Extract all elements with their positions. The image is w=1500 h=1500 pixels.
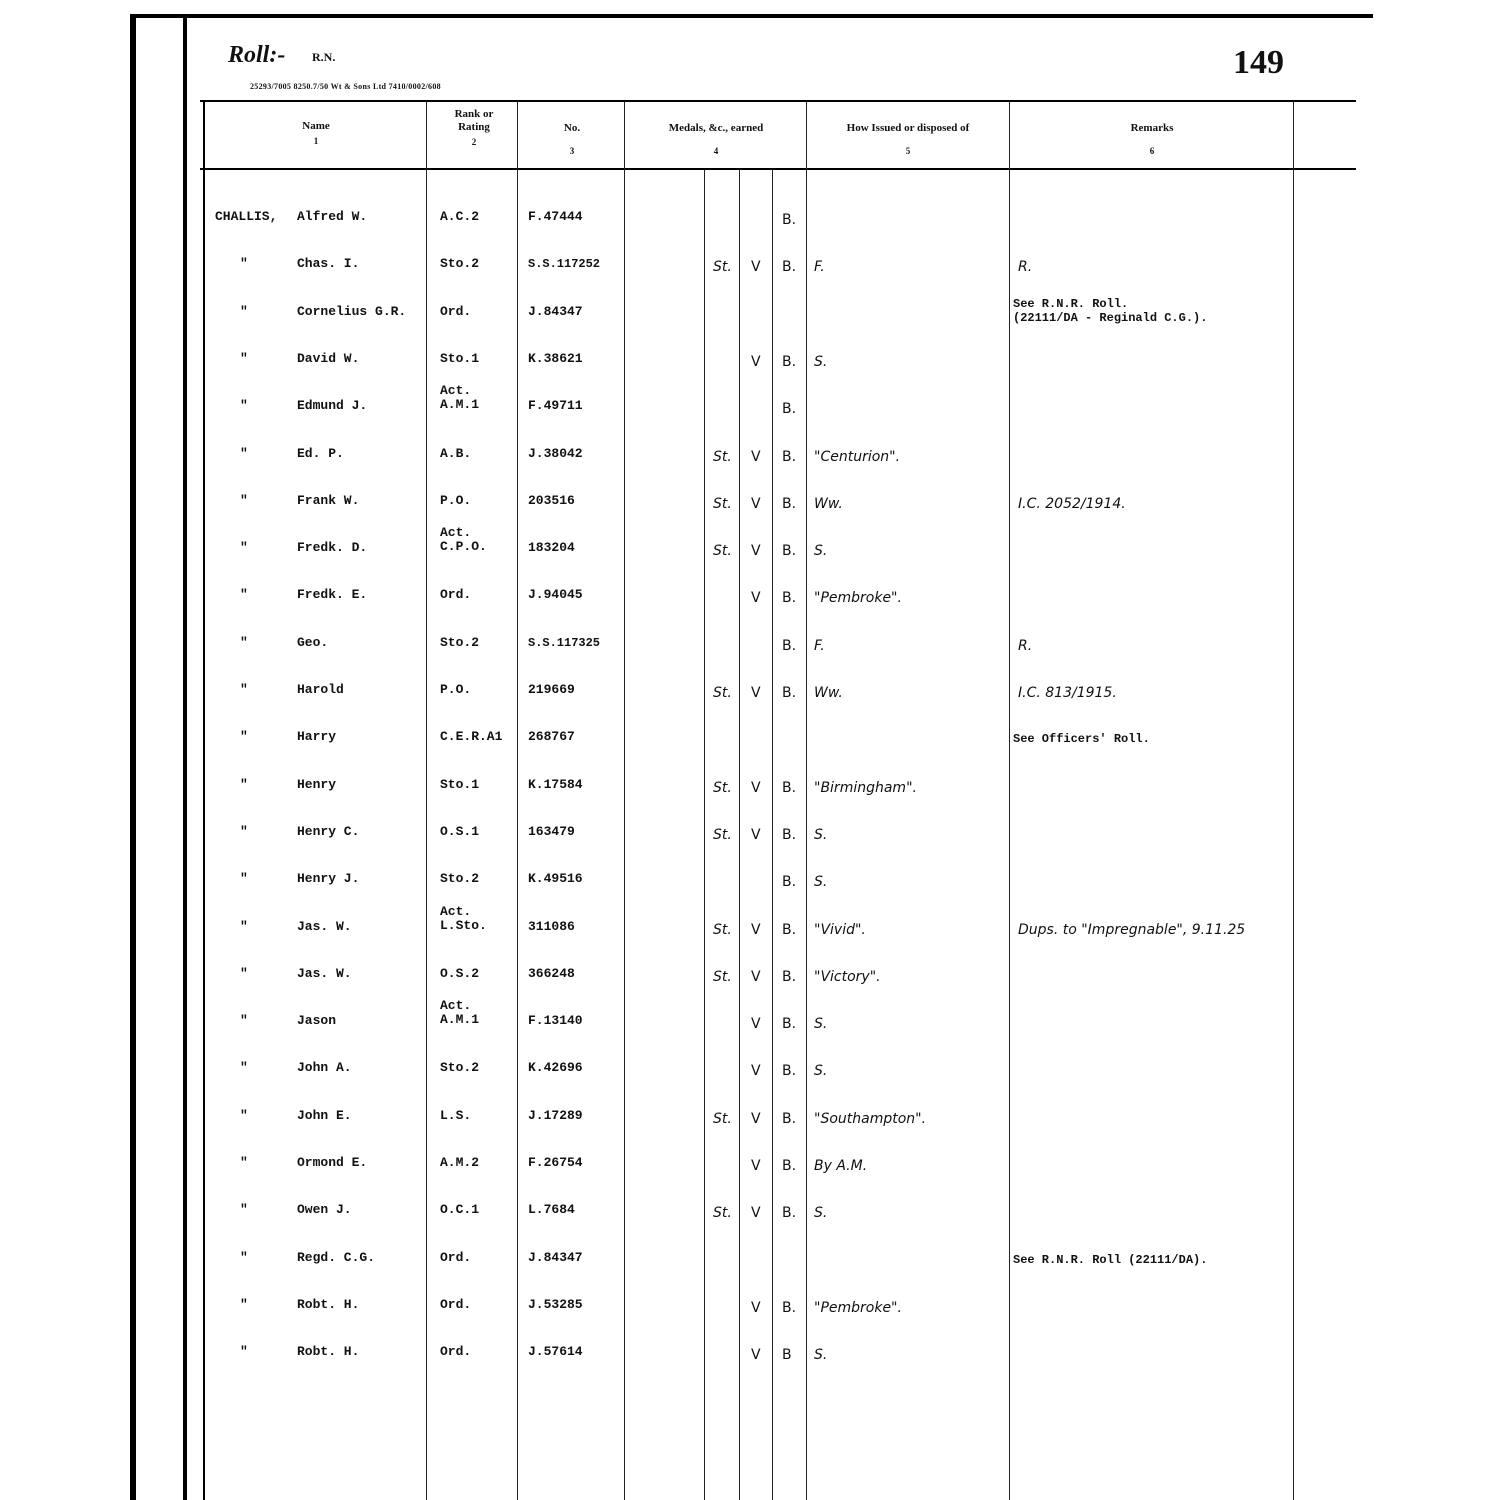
- column-header-number-number: 3: [569, 146, 575, 156]
- entry-rank: P.O.: [440, 493, 472, 508]
- entry-rank: O.C.1: [440, 1202, 480, 1217]
- entry-service-number: 163479: [528, 824, 575, 839]
- entry-remarks: See Officers' Roll.: [1013, 732, 1150, 746]
- medal-victory: V: [751, 827, 761, 843]
- entry-service-number: S.S.117325: [528, 636, 601, 650]
- entry-rank: Act. A.M.1: [440, 998, 480, 1027]
- entry-service-number: K.38621: [528, 351, 583, 366]
- entry-service-number: K.49516: [528, 871, 583, 886]
- entry-given-names: Edmund J.: [297, 398, 368, 413]
- entry-given-names: Henry: [297, 777, 337, 792]
- medal-victory: V: [751, 259, 761, 275]
- column-header-remarks: [1012, 122, 1292, 158]
- medal-victory: V: [751, 590, 761, 606]
- entry-surname: ": [240, 304, 248, 319]
- medal-star: St.: [713, 780, 732, 796]
- column-header-name-number: 1: [313, 136, 319, 146]
- entry-how-issued: "Pembroke".: [814, 1300, 902, 1316]
- medal-british: B.: [782, 401, 797, 417]
- medal-british: B.: [782, 685, 797, 701]
- column-header-medals-title: Medals, &c., earned: [668, 122, 764, 134]
- roll-label: Roll:-: [228, 42, 286, 68]
- medal-british: B.: [782, 543, 797, 559]
- column-header-remarks-title: Remarks: [1130, 122, 1174, 134]
- entry-given-names: David W.: [297, 351, 360, 366]
- entry-how-issued: S.: [814, 354, 828, 370]
- entry-surname: ": [240, 493, 248, 508]
- entry-service-number: 311086: [528, 919, 575, 934]
- entry-how-issued: S.: [814, 874, 828, 890]
- medal-british: B.: [782, 780, 797, 796]
- entry-given-names: Harold: [297, 682, 344, 697]
- medal-star: St.: [713, 259, 732, 275]
- entry-rank: L.S.: [440, 1108, 472, 1123]
- roll-value: R.N.: [312, 50, 336, 64]
- entry-rank: Ord.: [440, 304, 472, 319]
- medal-victory: V: [751, 543, 761, 559]
- entry-how-issued: "Victory".: [814, 969, 881, 985]
- column-rule-name: [426, 102, 427, 1500]
- entry-rank: Sto.2: [440, 871, 480, 886]
- entry-how-issued: "Centurion".: [814, 449, 901, 465]
- medal-british: B.: [782, 1300, 797, 1316]
- column-rule-number: [624, 102, 625, 1500]
- entry-rank: A.B.: [440, 446, 472, 461]
- entry-rank: Sto.2: [440, 635, 480, 650]
- entry-how-issued: Ww.: [814, 685, 843, 701]
- entry-service-number: J.38042: [528, 446, 583, 461]
- entry-surname: ": [240, 824, 248, 839]
- medal-british: B.: [782, 638, 797, 654]
- entry-surname: ": [240, 540, 248, 555]
- medal-british: B.: [782, 922, 797, 938]
- medal-british: B.: [782, 449, 797, 465]
- entry-surname: ": [240, 966, 248, 981]
- medal-british: B.: [782, 1063, 797, 1079]
- entry-given-names: Alfred W.: [297, 209, 368, 224]
- header-bottom-rule: [200, 168, 1356, 170]
- entry-rank: Sto.2: [440, 256, 480, 271]
- medal-british: B.: [782, 259, 797, 275]
- entry-surname: ": [240, 682, 248, 697]
- entry-given-names: John A.: [297, 1060, 352, 1075]
- entry-rank: Sto.1: [440, 777, 480, 792]
- medal-star: St.: [713, 827, 732, 843]
- medal-victory: V: [751, 449, 761, 465]
- column-header-name-title: Name: [302, 120, 330, 132]
- column-rule-left: [203, 102, 205, 1500]
- entry-surname: ": [240, 587, 248, 602]
- medal-star: St.: [713, 1111, 732, 1127]
- entry-given-names: Cornelius G.R.: [297, 304, 407, 319]
- entry-rank: Ord.: [440, 1297, 472, 1312]
- column-header-issued: [808, 122, 1008, 158]
- entry-rank: Ord.: [440, 1344, 472, 1359]
- entry-surname: ": [240, 1155, 248, 1170]
- entry-how-issued: S.: [814, 543, 828, 559]
- entry-given-names: Geo.: [297, 635, 329, 650]
- column-header-medals-number: 4: [713, 146, 719, 156]
- entry-service-number: L.7684: [528, 1202, 575, 1217]
- entry-service-number: K.42696: [528, 1060, 583, 1075]
- entry-surname: ": [240, 1060, 248, 1075]
- entry-given-names: Henry C.: [297, 824, 360, 839]
- medal-british: B.: [782, 1205, 797, 1221]
- entry-remarks: I.C. 2052/1914.: [1018, 496, 1126, 512]
- column-header-number-title: No.: [563, 122, 581, 134]
- medal-star: St.: [713, 449, 732, 465]
- column-header-rank: [430, 108, 518, 149]
- entry-given-names: Jas. W.: [297, 966, 352, 981]
- entry-rank: O.S.2: [440, 966, 480, 981]
- medal-british: B.: [782, 969, 797, 985]
- roll-page: [130, 14, 1373, 1500]
- medal-victory: V: [751, 1347, 761, 1363]
- entry-given-names: Henry J.: [297, 871, 360, 886]
- entry-surname: ": [240, 635, 248, 650]
- entry-surname: ": [240, 1108, 248, 1123]
- entry-remarks: I.C. 813/1915.: [1018, 685, 1117, 701]
- entry-surname: ": [240, 777, 248, 792]
- entry-rank: Sto.2: [440, 1060, 480, 1075]
- medal-subrule-1: [704, 170, 705, 1500]
- column-header-issued-title: How Issued or disposed of: [846, 122, 970, 134]
- entry-rank: Act. L.Sto.: [440, 904, 487, 933]
- entry-rank: A.C.2: [440, 209, 480, 224]
- entry-remarks: R.: [1018, 638, 1033, 654]
- entry-remarks: See R.N.R. Roll. (22111/DA - Reginald C.G.).: [1013, 297, 1208, 325]
- entry-how-issued: "Southampton".: [814, 1111, 927, 1127]
- entry-rank: O.S.1: [440, 824, 480, 839]
- entry-rank: C.E.R.A1: [440, 729, 503, 744]
- column-header-medals: [626, 122, 806, 158]
- medal-victory: V: [751, 1158, 761, 1174]
- medal-subrule-3: [772, 170, 773, 1500]
- medal-british: B.: [782, 496, 797, 512]
- entry-surname: ": [240, 256, 248, 271]
- medal-victory: V: [751, 1016, 761, 1032]
- entry-service-number: J.53285: [528, 1297, 583, 1312]
- medal-star: St.: [713, 496, 732, 512]
- entry-how-issued: Ww.: [814, 496, 843, 512]
- column-header-rank-number: 2: [471, 137, 477, 147]
- entry-service-number: J.17289: [528, 1108, 583, 1123]
- entry-how-issued: S.: [814, 827, 828, 843]
- entry-how-issued: S.: [814, 1205, 828, 1221]
- entry-surname: ": [240, 1013, 248, 1028]
- entry-given-names: John E.: [297, 1108, 352, 1123]
- entry-given-names: Jas. W.: [297, 919, 352, 934]
- medal-british: B.: [782, 827, 797, 843]
- column-header-issued-number: 5: [905, 146, 911, 156]
- entry-surname: ": [240, 1250, 248, 1265]
- entry-rank: A.M.2: [440, 1155, 480, 1170]
- entry-surname: ": [240, 351, 248, 366]
- column-rule-rank: [517, 102, 518, 1500]
- entry-given-names: Ed. P.: [297, 446, 344, 461]
- medal-victory: V: [751, 780, 761, 796]
- medal-subrule-2: [739, 170, 740, 1500]
- column-header-remarks-number: 6: [1149, 146, 1155, 156]
- medal-british: B.: [782, 1111, 797, 1127]
- medal-victory: V: [751, 354, 761, 370]
- medal-victory: V: [751, 922, 761, 938]
- entry-surname: CHALLIS,: [215, 209, 278, 224]
- entry-service-number: J.94045: [528, 587, 583, 602]
- print-code: 25293/7005 8250.7/50 Wt & Sons Ltd 7410/0002/608: [250, 82, 441, 91]
- medal-british: B.: [782, 354, 797, 370]
- entry-given-names: Ormond E.: [297, 1155, 368, 1170]
- medal-british: B.: [782, 874, 797, 890]
- entry-service-number: F.47444: [528, 209, 583, 224]
- entry-given-names: Regd. C.G.: [297, 1250, 376, 1265]
- entry-surname: ": [240, 729, 248, 744]
- entry-rank: Act. C.P.O.: [440, 525, 487, 554]
- entry-surname: ": [240, 871, 248, 886]
- entry-how-issued: F.: [814, 259, 825, 275]
- medal-british: B.: [782, 1158, 797, 1174]
- column-header-number: [520, 122, 624, 158]
- entry-remarks: R.: [1018, 259, 1033, 275]
- entry-service-number: 183204: [528, 540, 575, 555]
- column-header-name: [206, 120, 426, 148]
- entry-how-issued: "Vivid".: [814, 922, 866, 938]
- medal-star: St.: [713, 969, 732, 985]
- entry-how-issued: S.: [814, 1063, 828, 1079]
- entry-how-issued: By A.M.: [814, 1158, 868, 1174]
- medal-victory: V: [751, 1205, 761, 1221]
- medal-victory: V: [751, 1063, 761, 1079]
- column-rule-medals: [806, 102, 807, 1500]
- entry-surname: ": [240, 398, 248, 413]
- entry-service-number: J.84347: [528, 304, 583, 319]
- medal-british: B.: [782, 212, 797, 228]
- entry-service-number: 268767: [528, 729, 575, 744]
- entry-rank: Ord.: [440, 1250, 472, 1265]
- medal-british: B: [782, 1347, 792, 1363]
- page-binding-line: [183, 16, 187, 1500]
- entry-how-issued: "Pembroke".: [814, 590, 902, 606]
- entry-given-names: Robt. H.: [297, 1344, 360, 1359]
- medal-star: St.: [713, 922, 732, 938]
- entry-service-number: K.17584: [528, 777, 583, 792]
- entry-given-names: Chas. I.: [297, 256, 360, 271]
- entry-surname: ": [240, 919, 248, 934]
- header-top-rule: [200, 100, 1356, 102]
- entry-given-names: Jason: [297, 1013, 337, 1028]
- entry-service-number: F.13140: [528, 1013, 583, 1028]
- entry-surname: ": [240, 1344, 248, 1359]
- entry-given-names: Harry: [297, 729, 337, 744]
- entry-given-names: Owen J.: [297, 1202, 352, 1217]
- entry-surname: ": [240, 1297, 248, 1312]
- entry-how-issued: S.: [814, 1347, 828, 1363]
- medal-british: B.: [782, 590, 797, 606]
- entry-service-number: S.S.117252: [528, 257, 601, 271]
- column-header-rank-title: Rank or Rating: [454, 108, 494, 133]
- entry-service-number: F.49711: [528, 398, 583, 413]
- entry-rank: Ord.: [440, 587, 472, 602]
- medal-victory: V: [751, 969, 761, 985]
- entry-given-names: Robt. H.: [297, 1297, 360, 1312]
- column-rule-remarks: [1293, 102, 1294, 1500]
- entry-how-issued: F.: [814, 638, 825, 654]
- medal-star: St.: [713, 1205, 732, 1221]
- scan-margin: [0, 0, 130, 1500]
- entry-surname: ": [240, 446, 248, 461]
- entry-how-issued: S.: [814, 1016, 828, 1032]
- entry-how-issued: "Birmingham".: [814, 780, 917, 796]
- medal-british: B.: [782, 1016, 797, 1032]
- medal-victory: V: [751, 496, 761, 512]
- entry-service-number: J.84347: [528, 1250, 583, 1265]
- entry-service-number: F.26754: [528, 1155, 583, 1170]
- entry-given-names: Frank W.: [297, 493, 360, 508]
- entry-rank: P.O.: [440, 682, 472, 697]
- column-rule-issued: [1009, 102, 1010, 1500]
- medal-victory: V: [751, 1111, 761, 1127]
- entry-given-names: Fredk. E.: [297, 587, 368, 602]
- entry-remarks: See R.N.R. Roll (22111/DA).: [1013, 1253, 1208, 1267]
- medal-victory: V: [751, 1300, 761, 1316]
- page-number: 149: [1233, 44, 1284, 81]
- entry-service-number: 219669: [528, 682, 575, 697]
- entry-remarks: Dups. to "Impregnable", 9.11.25: [1018, 922, 1246, 938]
- entry-rank: Sto.1: [440, 351, 480, 366]
- entry-service-number: J.57614: [528, 1344, 583, 1359]
- entry-surname: ": [240, 1202, 248, 1217]
- entry-service-number: 203516: [528, 493, 575, 508]
- medal-star: St.: [713, 543, 732, 559]
- entry-service-number: 366248: [528, 966, 575, 981]
- medal-victory: V: [751, 685, 761, 701]
- entry-given-names: Fredk. D.: [297, 540, 368, 555]
- medal-star: St.: [713, 685, 732, 701]
- entry-rank: Act. A.M.1: [440, 383, 480, 412]
